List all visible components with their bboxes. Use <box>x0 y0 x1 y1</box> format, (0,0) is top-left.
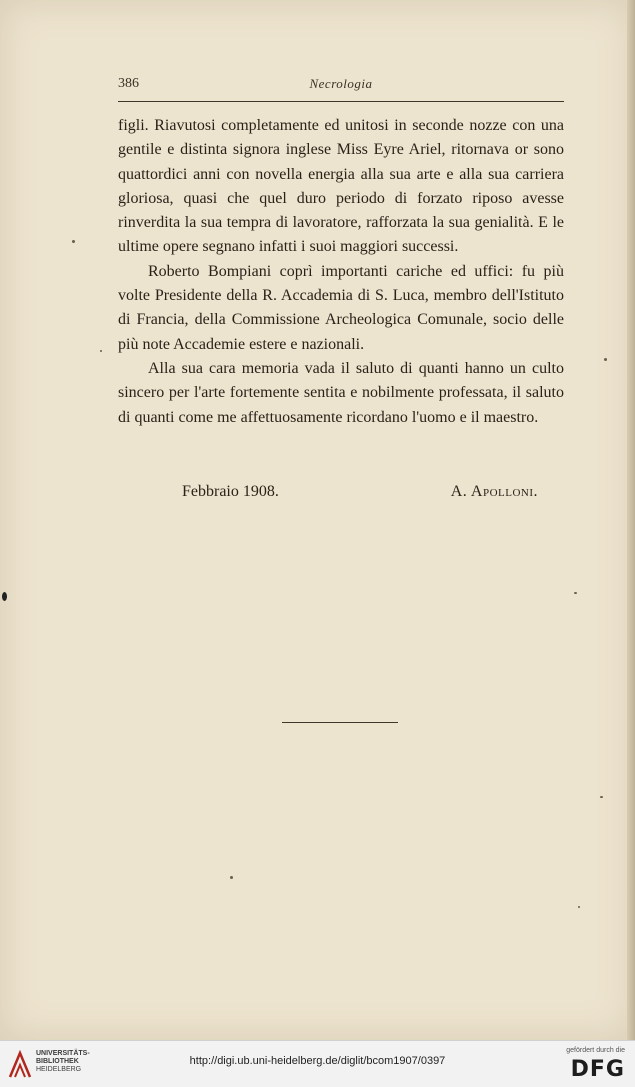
running-title: Necrologia <box>309 76 373 91</box>
library-name: UNIVERSITÄTS- BIBLIOTHEK HEIDELBERG <box>36 1050 90 1073</box>
paper-speck <box>574 592 577 594</box>
paper-speck <box>72 240 75 243</box>
signature-author: A. Apolloni. <box>450 483 538 500</box>
paragraph: figli. Riavutosi completamente ed unitosi in seconde nozze con una gentile e distinta signora inglese Miss Eyre Ariel, ritornava or sono quattordici anni con novella energia alla sua arte e alla sua carriera gloriosa, quasi che quel duro periodo di forzato riposo avesse rinverdita la sua tempra di lavoratore, rafforzata la sua genialità. E le ultime opere segnano infatti i suoi maggiori successi. <box>118 117 564 256</box>
paper-speck <box>578 906 580 908</box>
page-number: 386 <box>118 76 139 91</box>
header-rule <box>118 101 564 102</box>
page-header <box>118 76 564 96</box>
funding-label: gefördert durch die <box>566 1047 625 1054</box>
page-edge <box>627 0 635 1040</box>
paper-speck <box>604 358 607 361</box>
viewer-footer <box>0 1040 635 1087</box>
dfg-logo: DFG <box>570 1057 625 1082</box>
signature-date: Febbraio 1908. <box>182 483 279 500</box>
signature-line <box>118 483 564 507</box>
paper-speck <box>2 592 7 601</box>
body-text <box>118 114 564 430</box>
paragraph: Alla sua cara memoria vada il saluto di quanti hanno un culto sincero per l'arte fortemente sentita e nobilmente professata, il saluto di quanti come me affettuosamente ricordano l'uomo e il maestro. <box>118 359 564 426</box>
paper-speck <box>230 876 233 879</box>
permalink-url[interactable]: http://digi.ub.uni-heidelberg.de/diglit/bcom1907/0397 <box>189 1055 446 1067</box>
paragraph: Roberto Bompiani coprì importanti cariche ed uffici: fu più volte Presidente della R. Accademia di S. Luca, membro dell'Istituto di Francia, della Commissione Archeologica Comunale, socio delle più note Accademie estere e nazionali. <box>118 262 564 353</box>
paper-speck <box>100 350 102 352</box>
paper-speck <box>600 796 603 798</box>
end-rule <box>282 722 398 723</box>
